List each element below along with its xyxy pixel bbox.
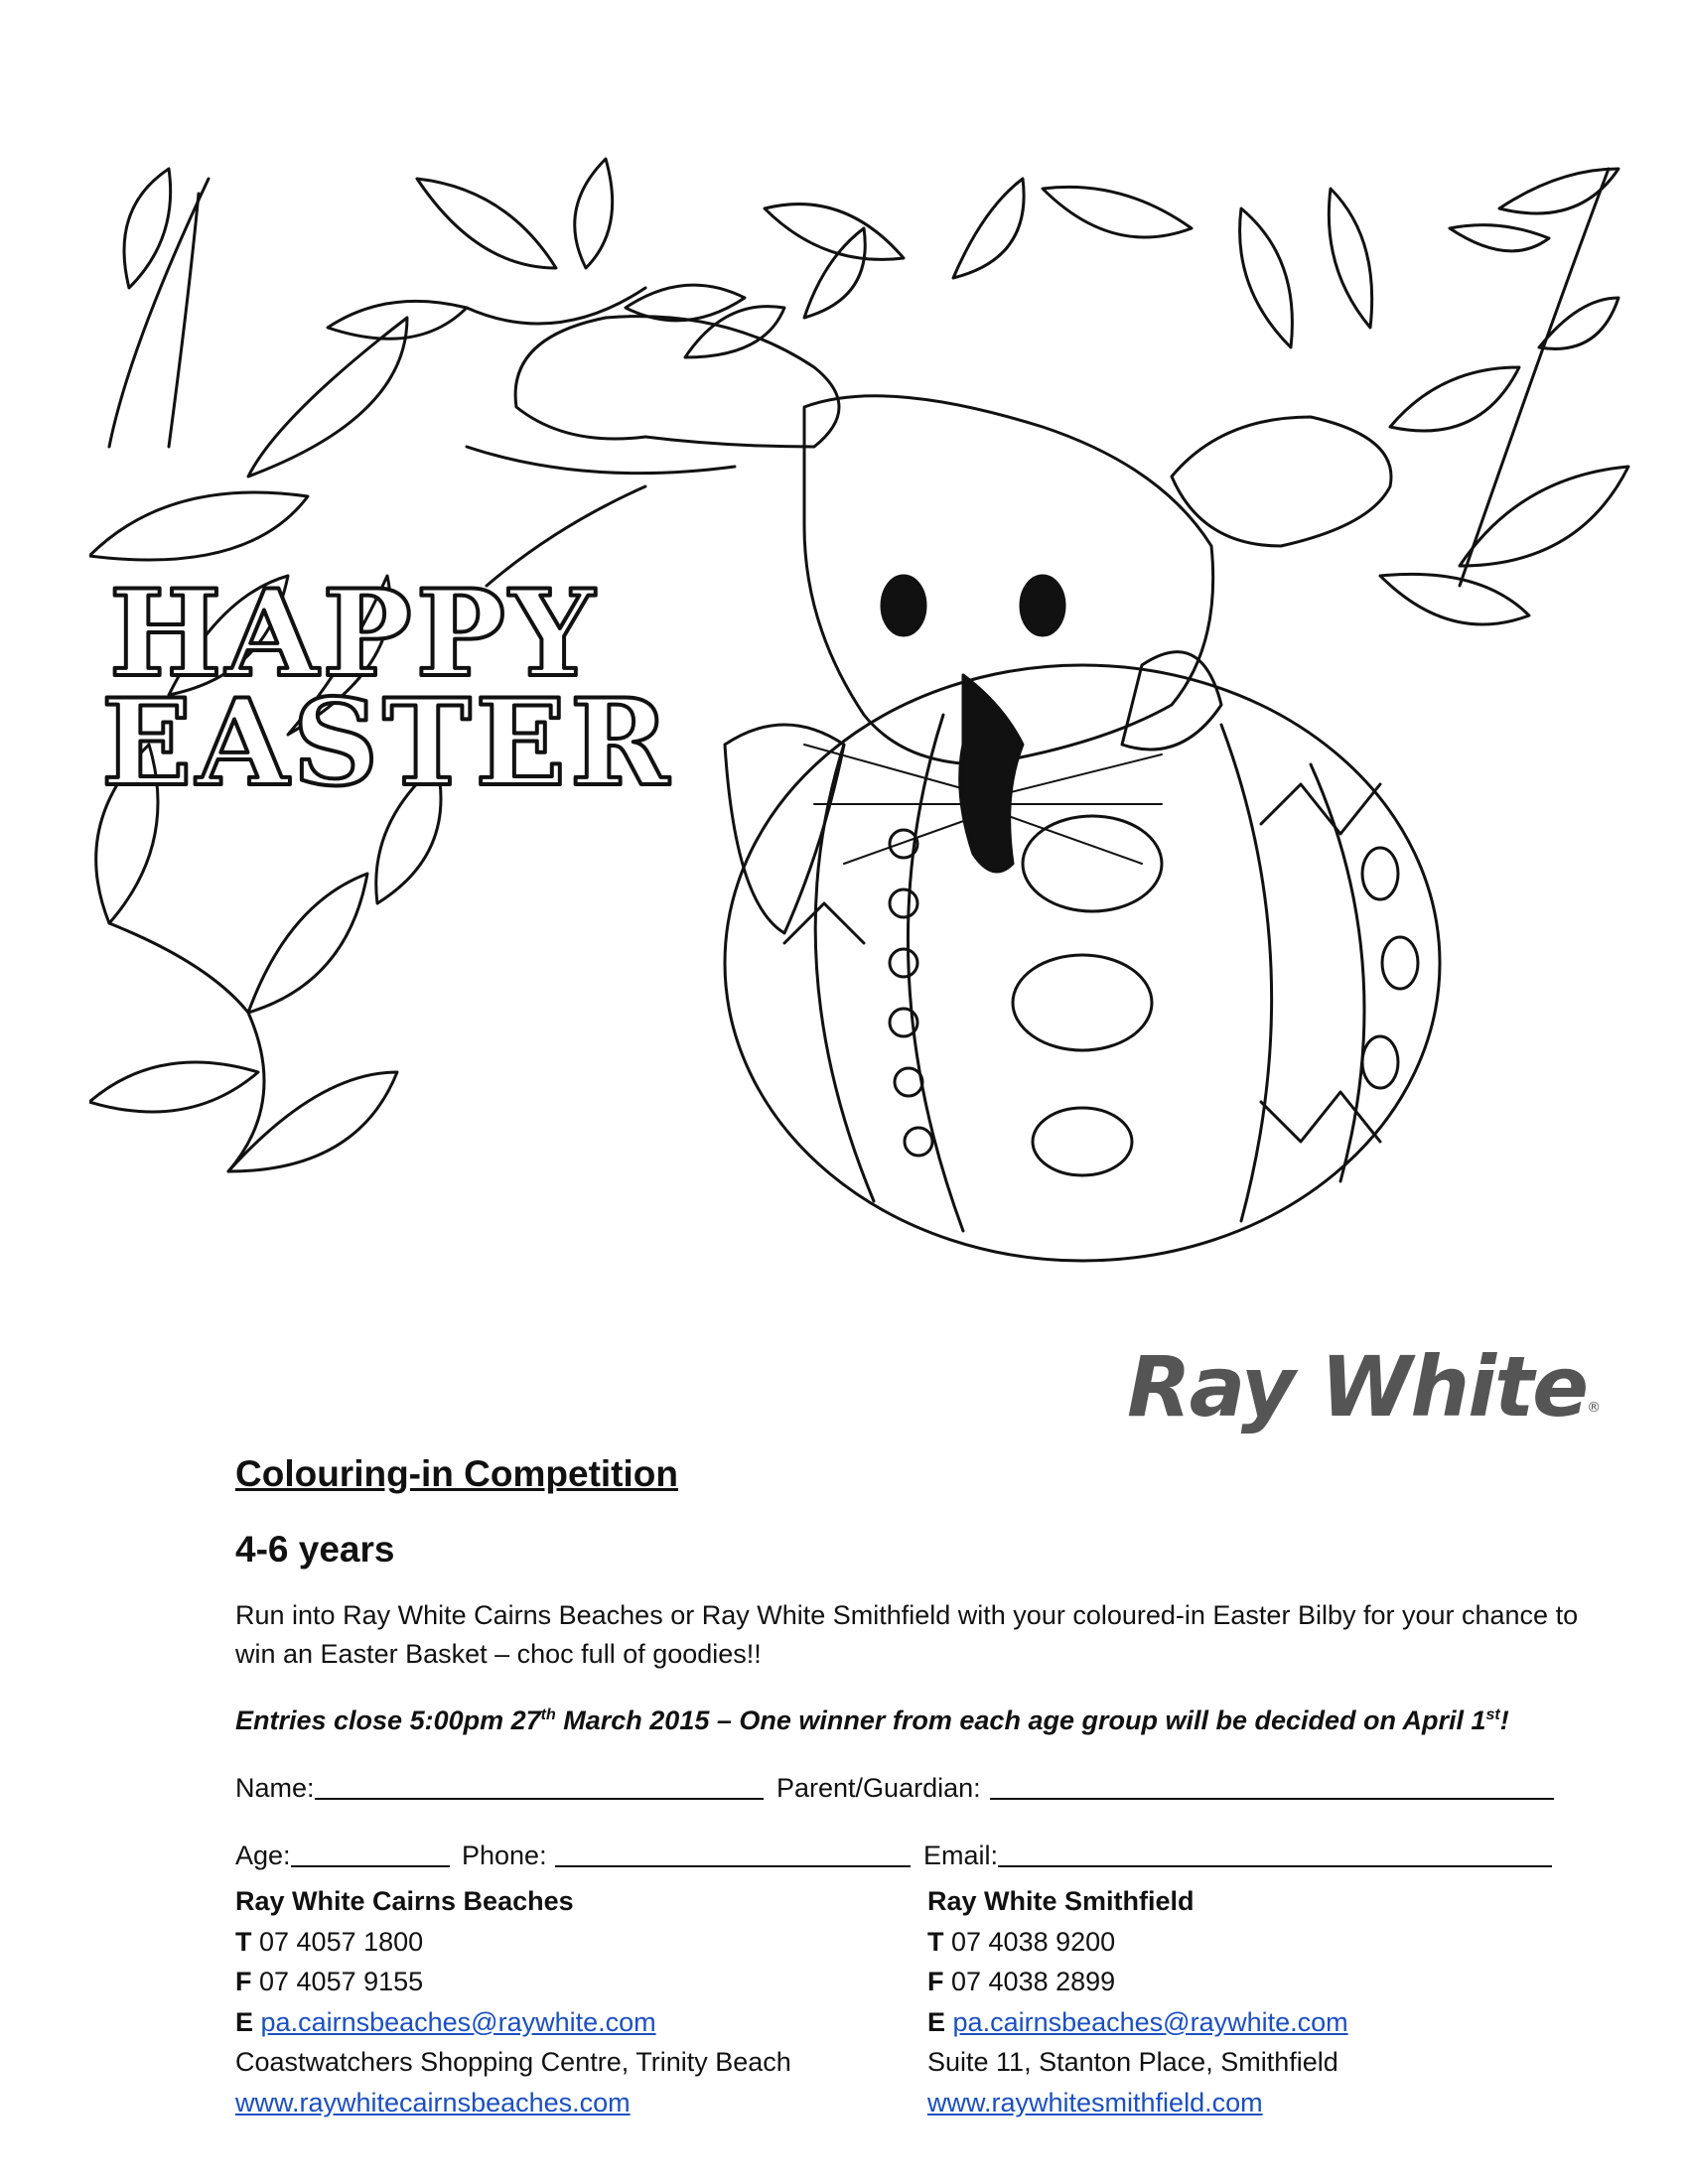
- egg-dot: [895, 1068, 922, 1096]
- bilby-paw: [1122, 652, 1221, 750]
- entries-close-notice: [235, 1698, 1586, 1738]
- entries-text-2: March 2015 – One winner from each age group will be decided on April 1: [555, 1706, 1486, 1735]
- egg-oval-small: [1362, 1036, 1398, 1088]
- leaf: [765, 205, 904, 260]
- office-fax: [235, 1962, 881, 2002]
- bilby-colouring-illustration: [89, 149, 1638, 1310]
- name-field[interactable]: [315, 1798, 764, 1800]
- stem: [467, 447, 735, 474]
- leaf: [124, 169, 171, 288]
- leaf: [248, 874, 367, 1013]
- egg-zigzag: [1261, 784, 1380, 834]
- leaf: [1390, 367, 1519, 431]
- office-name: Ray White Smithfield: [927, 1886, 1195, 1916]
- office-smithfield: [927, 1881, 1573, 2122]
- fax-prefix: F: [235, 1967, 252, 1996]
- age-group-heading: 4-6 years: [235, 1529, 395, 1570]
- leaf: [1240, 208, 1293, 347]
- phone-label: Phone:: [462, 1841, 547, 1870]
- fax-prefix: F: [927, 1967, 944, 1996]
- office-fax: [927, 1962, 1573, 2002]
- leaf: [328, 301, 467, 339]
- entries-text-1: Entries close 5:00pm 27: [235, 1706, 541, 1735]
- egg-oval-small: [1362, 848, 1398, 899]
- bilby-nose: [960, 675, 1023, 872]
- egg-dot: [890, 949, 917, 977]
- leaf: [228, 1072, 397, 1171]
- name-label: Name:: [235, 1773, 315, 1803]
- bilby-left-ear: [515, 317, 839, 447]
- parent-guardian-label: Parent/Guardian:: [776, 1773, 981, 1803]
- ray-white-logo: [1127, 1338, 1599, 1435]
- stem: [109, 923, 264, 1171]
- age-field[interactable]: [291, 1865, 450, 1867]
- phone-prefix: T: [927, 1926, 944, 1957]
- headline-easter: EASTER: [101, 673, 673, 813]
- office-address: Coastwatchers Shopping Centre, Trinity Beach: [235, 2047, 791, 2077]
- office-name: Ray White Cairns Beaches: [235, 1886, 574, 1916]
- fax-number: 07 4038 2899: [943, 1967, 1116, 1996]
- leaf: [417, 179, 556, 268]
- email-prefix: E: [927, 2006, 946, 2037]
- office-email: [927, 2002, 1573, 2043]
- office-phone: [927, 1922, 1573, 1963]
- email-prefix: E: [235, 2006, 254, 2037]
- leaf: [1043, 187, 1192, 237]
- leaf: [248, 318, 407, 477]
- phone-prefix: T: [235, 1926, 252, 1957]
- egg-band: [908, 715, 963, 1231]
- age-label: Age:: [235, 1841, 291, 1870]
- office-email: [235, 2002, 881, 2043]
- entries-sup-1: th: [540, 1706, 556, 1723]
- egg-band: [1221, 725, 1272, 1221]
- entries-sup-2: st: [1485, 1706, 1500, 1723]
- competition-section: [235, 1449, 1586, 1873]
- bilby-head: [804, 396, 1213, 764]
- leaf: [1499, 169, 1618, 213]
- left-branch: [109, 179, 209, 447]
- easter-egg: [725, 665, 1440, 1261]
- phone-field[interactable]: [555, 1865, 911, 1867]
- egg-oval-small: [1382, 937, 1418, 989]
- competition-intro: Run into Ray White Cairns Beaches or Ray White Smithfield with your coloured-in Easter Bilby for your chance to win an Easter Basket – choc full of goodies!!: [235, 1600, 1579, 1669]
- leaf: [89, 492, 308, 560]
- egg-dot: [905, 1128, 932, 1156]
- bilby-right-eye: [1021, 576, 1064, 635]
- website-link[interactable]: www.raywhitecairnsbeaches.com: [235, 2087, 631, 2117]
- leaf: [804, 228, 865, 318]
- headline-happy: HAPPY: [109, 564, 599, 704]
- phone-number: 07 4057 1800: [251, 1926, 424, 1957]
- email-link[interactable]: pa.cairnsbeaches@raywhite.com: [260, 2006, 656, 2037]
- leaf: [89, 1062, 258, 1112]
- email-link[interactable]: pa.cairnsbeaches@raywhite.com: [952, 2006, 1348, 2037]
- competition-title: Colouring-in Competition: [235, 1453, 678, 1494]
- fax-number: 07 4057 9155: [251, 1967, 424, 1996]
- entries-text-3: !: [1499, 1706, 1509, 1735]
- email-field[interactable]: [998, 1865, 1552, 1867]
- registered-mark: ®: [1587, 1400, 1600, 1416]
- egg-dot: [890, 889, 917, 917]
- leaf: [575, 159, 613, 268]
- leaf: [1450, 225, 1549, 251]
- leaf: [1329, 189, 1371, 328]
- form-row-contact: [235, 1838, 1586, 1873]
- office-phone: [235, 1922, 881, 1963]
- leaf: [1380, 574, 1529, 624]
- email-label: Email:: [923, 1841, 999, 1870]
- leaf: [685, 307, 784, 357]
- egg-zigzag: [784, 903, 864, 943]
- office-address: Suite 11, Stanton Place, Smithfield: [927, 2047, 1338, 2077]
- parent-guardian-field[interactable]: [990, 1798, 1554, 1800]
- egg-oval: [1013, 955, 1152, 1050]
- bilby-left-eye: [882, 576, 925, 635]
- office-cairns-beaches: [235, 1881, 881, 2122]
- egg-zigzag: [1261, 1092, 1380, 1142]
- phone-number: 07 4038 9200: [943, 1926, 1116, 1957]
- egg-band: [815, 745, 874, 1201]
- form-row-name: [235, 1770, 1586, 1806]
- website-link[interactable]: www.raywhitesmithfield.com: [927, 2087, 1263, 2117]
- bilby-right-ear: [1172, 417, 1391, 546]
- egg-oval: [1033, 1108, 1132, 1175]
- logo-text: Ray White: [1127, 1338, 1588, 1435]
- leaf: [953, 179, 1024, 278]
